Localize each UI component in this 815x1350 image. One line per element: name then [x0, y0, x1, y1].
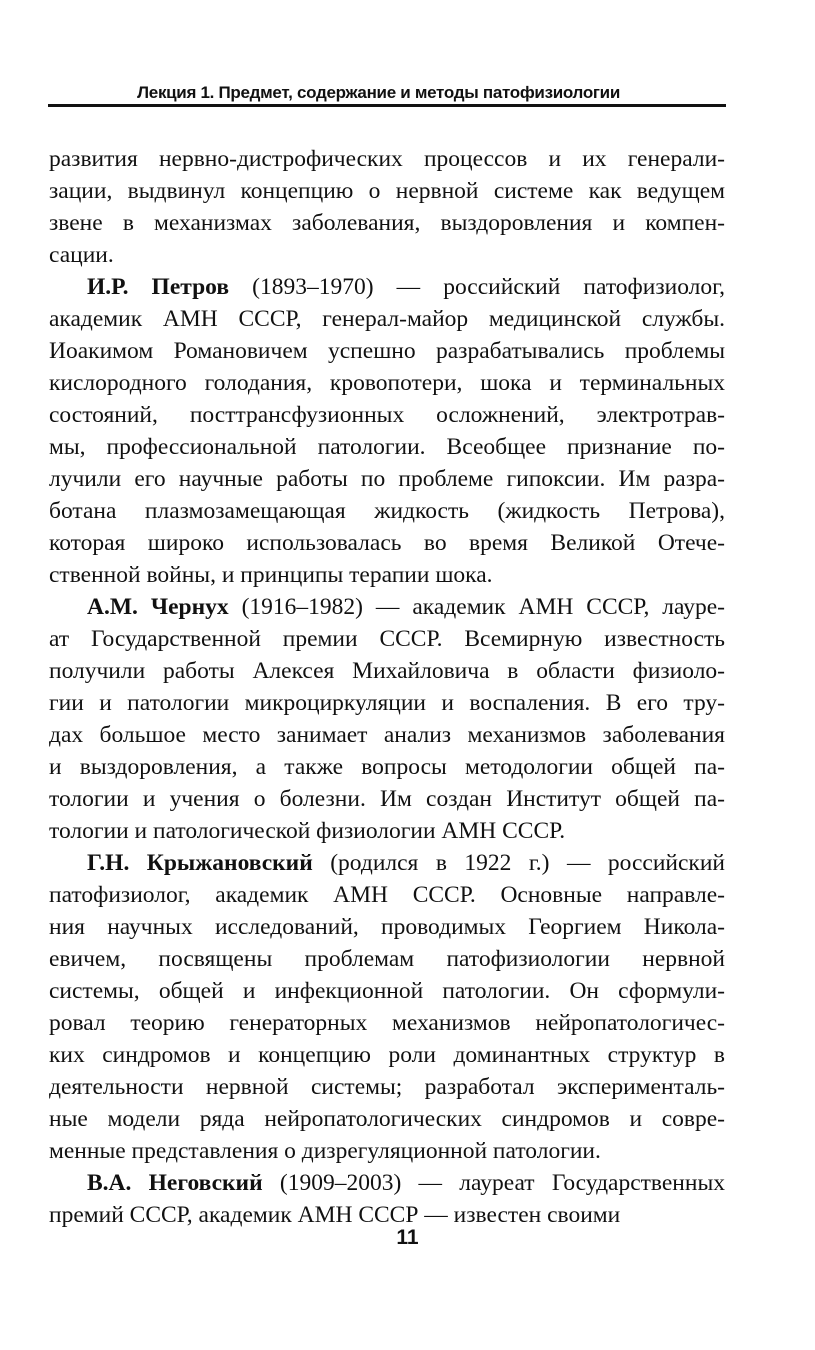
- text-line: [49, 1135, 725, 1167]
- text-run: патофизиолог, академик АМН СССР. Основные направле-: [49, 882, 725, 908]
- text-line: [49, 847, 725, 879]
- text-line: [49, 879, 725, 911]
- text-run: академик АМН СССР, генерал-майор медицинской службы.: [49, 306, 725, 332]
- text-run: премий СССР, академик АМН СССР — известен своими: [49, 1202, 621, 1228]
- paragraph: [49, 1167, 725, 1231]
- text-line: [49, 687, 725, 719]
- text-run: звене в механизмах заболевания, выздоровления и компен-: [49, 210, 725, 236]
- text-run: ровал теорию генераторных механизмов нейропатологичес-: [49, 1010, 725, 1036]
- text-line: [49, 1007, 725, 1039]
- text-run: (1909–2003) — лауреат Государственных: [262, 1170, 725, 1196]
- text-run: менные представления о дизрегуляционной патологии.: [49, 1138, 601, 1164]
- text-run: тологии и патологической физиологии АМН СССР.: [49, 818, 566, 844]
- running-head: Лекция 1. Предмет, содержание и методы патофизиологии: [137, 83, 620, 102]
- text-line: [49, 207, 725, 239]
- text-run: системы, общей и инфекционной патологии. Он сформули-: [49, 978, 725, 1004]
- text-run: дах большое место занимает анализ механизмов заболевания: [49, 722, 725, 748]
- text-line: [49, 943, 725, 975]
- text-run: лучили его научные работы по проблеме гипоксии. Им разра-: [49, 466, 725, 492]
- text-line: [49, 783, 725, 815]
- paragraph: [49, 847, 725, 1167]
- text-line: [49, 591, 725, 623]
- person-name: И.Р. Петров: [87, 274, 230, 300]
- text-run: тологии и учения о болезни. Им создан Институт общей па-: [49, 786, 725, 812]
- text-run: которая широко использовалась во время Великой Отече-: [49, 530, 725, 556]
- paragraph: [49, 591, 725, 847]
- text-line: [49, 335, 725, 367]
- text-run: зации, выдвинул концепцию о нервной системе как ведущем: [49, 178, 725, 204]
- text-run: кислородного голодания, кровопотери, шока и терминальных: [49, 370, 725, 396]
- text-run: гии и патологии микроциркуляции и воспаления. В его тру-: [49, 690, 725, 716]
- text-line: [49, 175, 725, 207]
- text-line: [49, 239, 725, 271]
- text-line: [49, 623, 725, 655]
- text-line: [49, 719, 725, 751]
- text-line: [49, 303, 725, 335]
- text-run: ких синдромов и концепцию роли доминантных структур в: [49, 1042, 725, 1068]
- paragraph: [49, 143, 725, 271]
- text-run: ботана плазмозамещающая жидкость (жидкость Петрова),: [49, 498, 725, 524]
- text-line: [49, 815, 725, 847]
- text-line: [49, 527, 725, 559]
- text-line: [49, 271, 725, 303]
- text-run: евичем, посвящены проблемам патофизиологии нервной: [49, 946, 725, 972]
- person-name: А.М. Чернух: [87, 594, 229, 620]
- text-run: получили работы Алексея Михайловича в области физиоло-: [49, 658, 725, 684]
- person-name: В.А. Неговский: [87, 1170, 263, 1196]
- text-line: [49, 911, 725, 943]
- text-line: [49, 431, 725, 463]
- text-line: [49, 1103, 725, 1135]
- page-number: 11: [396, 1226, 419, 1249]
- text-run: состояний, посттрансфузионных осложнений, электротрав-: [49, 402, 725, 428]
- text-run: сации.: [49, 242, 114, 268]
- text-line: [49, 367, 725, 399]
- text-run: ат Государственной премии СССР. Всемирную известность: [49, 626, 725, 652]
- paragraph: [49, 271, 725, 591]
- text-line: [49, 399, 725, 431]
- text-run: (1893–1970) — российский патофизиолог,: [229, 274, 725, 300]
- text-run: ные модели ряда нейропатологических синдромов и совре-: [49, 1106, 725, 1132]
- text-line: [49, 975, 725, 1007]
- text-run: (1916–1982) — академик АМН СССР, лауре-: [228, 594, 725, 620]
- text-line: [49, 1039, 725, 1071]
- text-line: [49, 1071, 725, 1103]
- text-line: [49, 751, 725, 783]
- text-run: (родился в 1922 г.) — российский: [312, 850, 725, 876]
- text-run: развития нервно-дистрофических процессов и их генерали-: [49, 146, 725, 172]
- text-line: [49, 1167, 725, 1199]
- text-run: и выздоровления, а также вопросы методологии общей па-: [49, 754, 725, 780]
- header-rule: [48, 104, 726, 107]
- text-run: ственной войны, и принципы терапии шока.: [49, 562, 493, 588]
- body-text: [49, 143, 725, 1231]
- text-line: [49, 463, 725, 495]
- person-name: Г.Н. Крыжановский: [87, 850, 313, 876]
- text-run: деятельности нервной системы; разработал эксперименталь-: [49, 1074, 725, 1100]
- text-run: ния научных исследований, проводимых Георгием Никола-: [49, 914, 725, 940]
- text-run: мы, профессиональной патологии. Всеобщее признание по-: [49, 434, 725, 460]
- text-line: [49, 495, 725, 527]
- text-line: [49, 655, 725, 687]
- text-line: [49, 143, 725, 175]
- text-run: Иоакимом Романовичем успешно разрабатывались проблемы: [49, 338, 725, 364]
- text-line: [49, 559, 725, 591]
